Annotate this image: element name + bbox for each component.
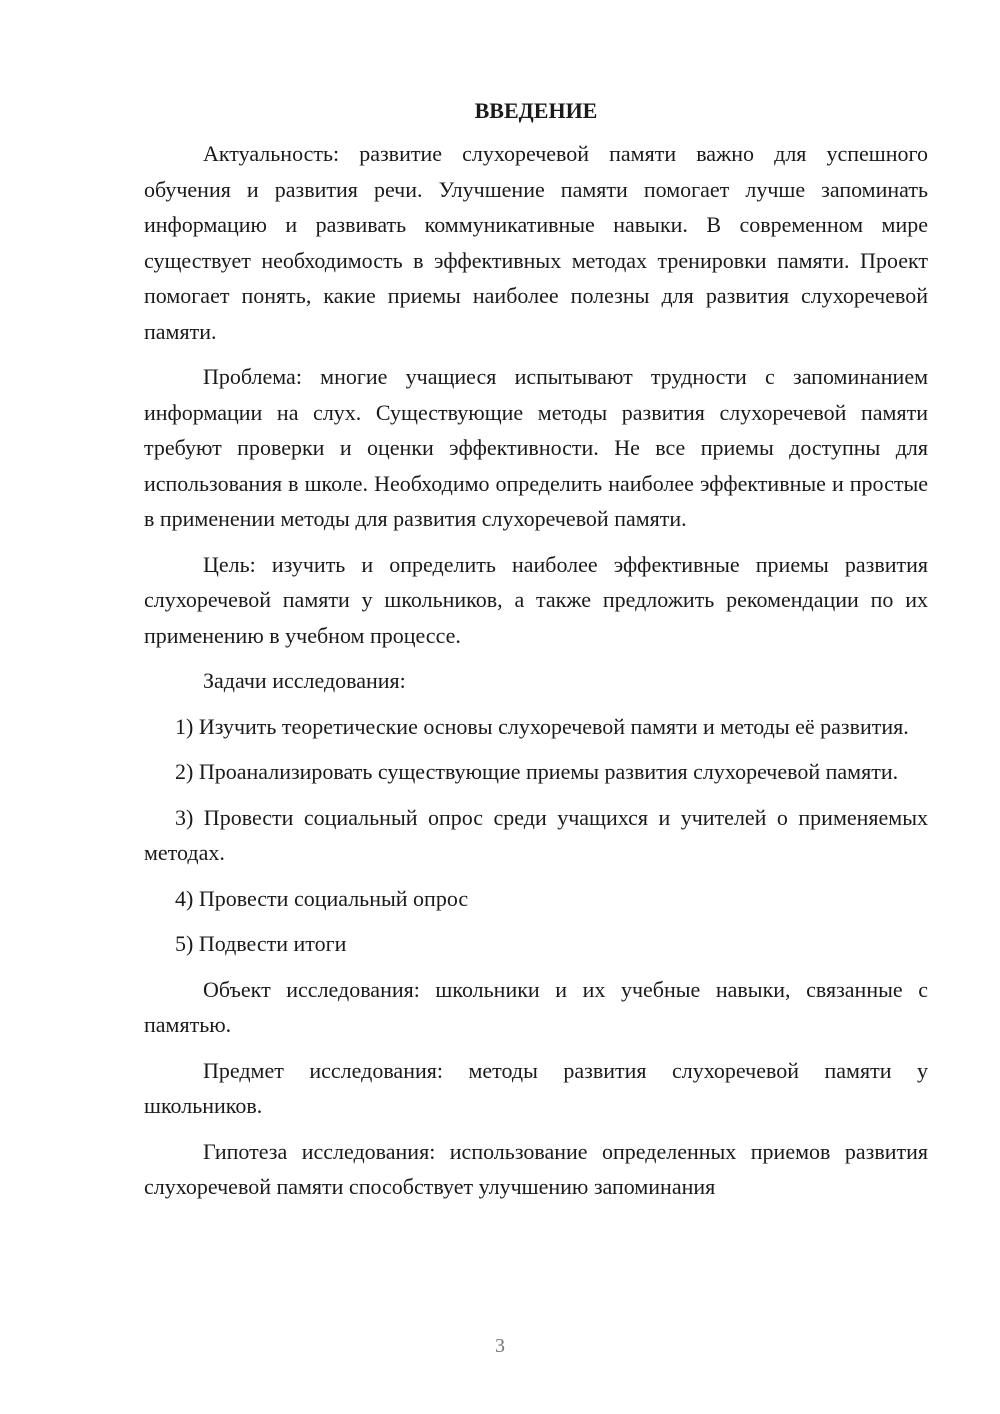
tasks-heading: Задачи исследования: (203, 668, 406, 693)
section-heading: ВВЕДЕНИЕ (474, 98, 598, 123)
task-item-4: 4) Провести социальный опрос (175, 885, 469, 911)
object-paragraph: Объект исследования: школьники и их учебные навыки, связанные с памятью. (144, 976, 928, 1037)
goal-paragraph: Цель: изучить и определить наиболее эффективные приемы развития слухоречевой памяти у школьников, а также предложить рекомендации по их применению в учебном процессе. (144, 551, 928, 648)
relevance-paragraph: Актуальность: развитие слухоречевой памяти важно для успешного обучения и развития речи. Улучшение памяти помогает лучше запоминать информацию и развивать коммуникативные навыки. В современном мире существует необходимость в эффективных методах тренировки памяти. Проект помогает понять, какие приемы наиболее полезны для развития слухоречевой памяти. (144, 141, 928, 344)
task-item-1: 1) Изучить теоретические основы слухоречевой памяти и методы её развития. (175, 713, 909, 739)
hypothesis-paragraph: Гипотеза исследования: использование определенных приемов развития слухоречевой памяти способствует улучшению запоминания (144, 1138, 928, 1199)
problem-paragraph: Проблема: многие учащиеся испытывают трудности с запоминанием информации на слух. Существующие методы развития слухоречевой памяти требуют проверки и оценки эффективности. Не все приемы доступны для использования в школе. Необходимо определить наиболее эффективные и простые в применении методы для развития слухоречевой памяти. (144, 364, 928, 531)
task-item-5: 5) Подвести итоги (175, 931, 347, 956)
page-content (144, 96, 928, 1205)
page-number: 3 (495, 1335, 505, 1357)
task-item-3: 3) Провести социальный опрос среди учащихся и учителей о применяемых методах. (144, 804, 928, 865)
subject-paragraph: Предмет исследования: методы развития слухоречевой памяти у школьников. (144, 1057, 928, 1118)
task-item-2: 2) Проанализировать существующие приемы развития слухоречевой памяти. (175, 759, 899, 784)
